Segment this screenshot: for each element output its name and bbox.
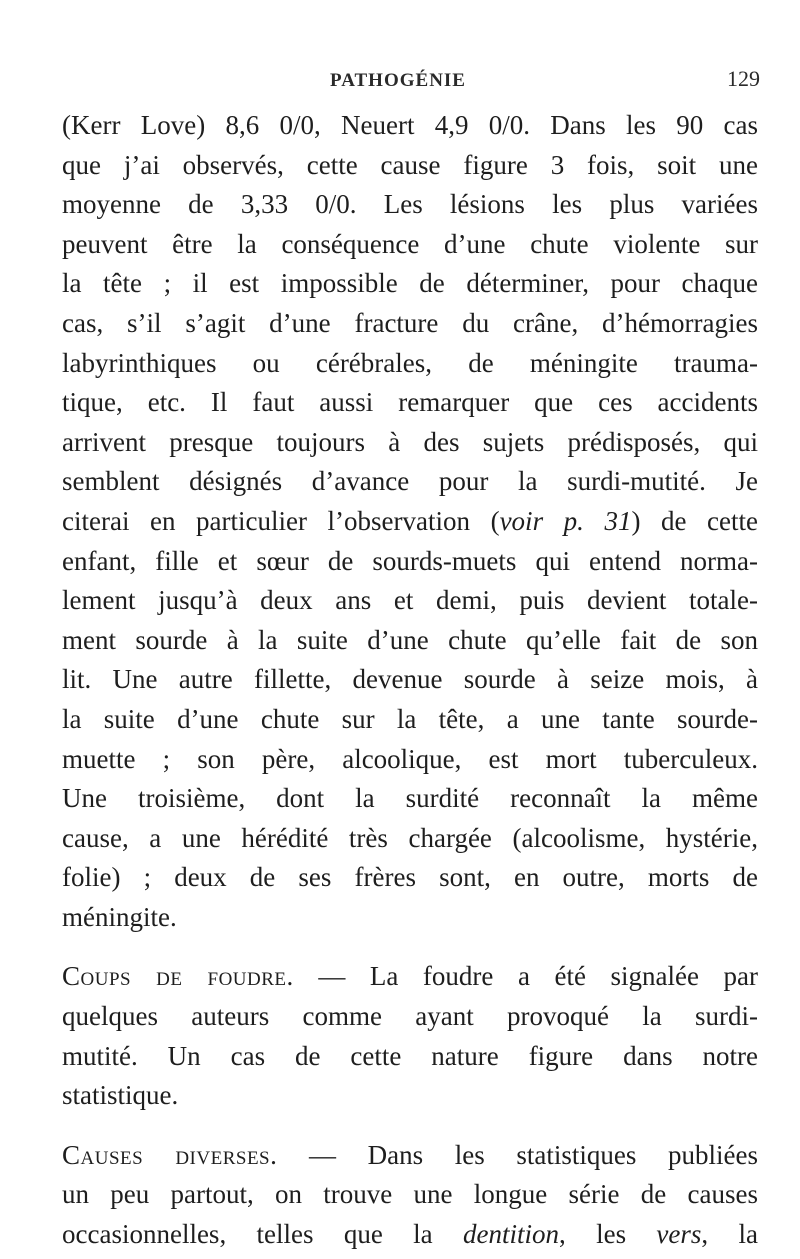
text-fragment: , la — [701, 1219, 758, 1250]
text-line: la tête ; il est impossible de déterminer, pour chaque — [62, 268, 758, 299]
text-line: lement jusqu’à deux ans et demi, puis devient totale- — [62, 585, 758, 616]
paragraph-gap — [62, 937, 758, 957]
emphasis-term: dentition — [463, 1219, 559, 1250]
text-line: tique, etc. Il faut aussi remarquer que ces accidents — [62, 387, 758, 418]
section-heading: Coups de foudre. — [62, 961, 294, 992]
text-line: arrivent presque toujours à des sujets prédisposés, qui — [62, 426, 758, 457]
emphasis-term: vers — [656, 1219, 702, 1250]
text-line: muette ; son père, alcoolique, est mort tuberculeux. — [62, 743, 758, 774]
running-title: PATHOGÉNIE — [330, 70, 466, 91]
body-text — [62, 106, 758, 1255]
section-first-line — [62, 957, 758, 997]
text-line: que j’ai observés, cette cause figure 3 fois, soit une — [62, 149, 758, 180]
text-line: peuvent être la conséquence d’une chute violente sur — [62, 228, 758, 259]
page-reference: voir p. 31 — [499, 505, 632, 536]
text-line: un peu partout, on trouve une longue série de causes — [62, 1179, 758, 1210]
paragraph-gap — [62, 1116, 758, 1136]
page-number: 129 — [727, 66, 760, 91]
text-line: semblent désignés d’avance pour la surdi-mutité. Je — [62, 466, 758, 497]
text-line: labyrinthiques ou cérébrales, de méningite trauma- — [62, 347, 758, 378]
text-line: la suite d’une chute sur la tête, a une tante sourde- — [62, 703, 758, 734]
text-fragment: occasionnelles, telles que la — [62, 1219, 463, 1250]
section-first-line — [62, 1136, 758, 1176]
text-line: (Kerr Love) 8,6 0/0, Neuert 4,9 0/0. Dans les 90 cas — [62, 110, 758, 140]
text-line: Une troisième, dont la surdité reconnaît la même — [62, 783, 758, 814]
text-line: ment sourde à la suite d’une chute qu’elle fait de son — [62, 624, 758, 655]
text-line: cause, a une hérédité très chargée (alcoolisme, hystérie, — [62, 822, 758, 853]
text-line: mutité. Un cas de cette nature figure dans notre — [62, 1040, 758, 1071]
text-line: folie) ; deux de ses frères sont, en outre, morts de — [62, 862, 758, 893]
text-line: quelques auteurs comme ayant provoqué la surdi- — [62, 1001, 758, 1032]
text-fragment: — Dans les statistiques publiées — [277, 1139, 758, 1170]
section-heading: Causes diverses. — [62, 1139, 278, 1170]
text-line-with-reference — [62, 502, 758, 542]
text-line: enfant, fille et sœur de sourds-muets qui entend norma- — [62, 545, 758, 576]
running-head — [60, 66, 760, 96]
text-line: cas, s’il s’agit d’une fracture du crâne, d’hémorragies — [62, 307, 758, 338]
text-fragment: , les — [559, 1219, 657, 1250]
text-line: lit. Une autre fillette, devenue sourde à seize mois, à — [62, 664, 758, 695]
text-fragment: ) de cette — [631, 505, 759, 536]
text-line: méningite. — [62, 901, 177, 932]
text-fragment: citerai en particulier l’observation ( — [62, 505, 500, 536]
text-line-with-emphasis — [62, 1215, 758, 1255]
text-line: moyenne de 3,33 0/0. Les lésions les plus variées — [62, 189, 758, 220]
text-fragment: — La foudre a été signalée par — [293, 961, 758, 992]
text-line: statistique. — [62, 1080, 179, 1111]
